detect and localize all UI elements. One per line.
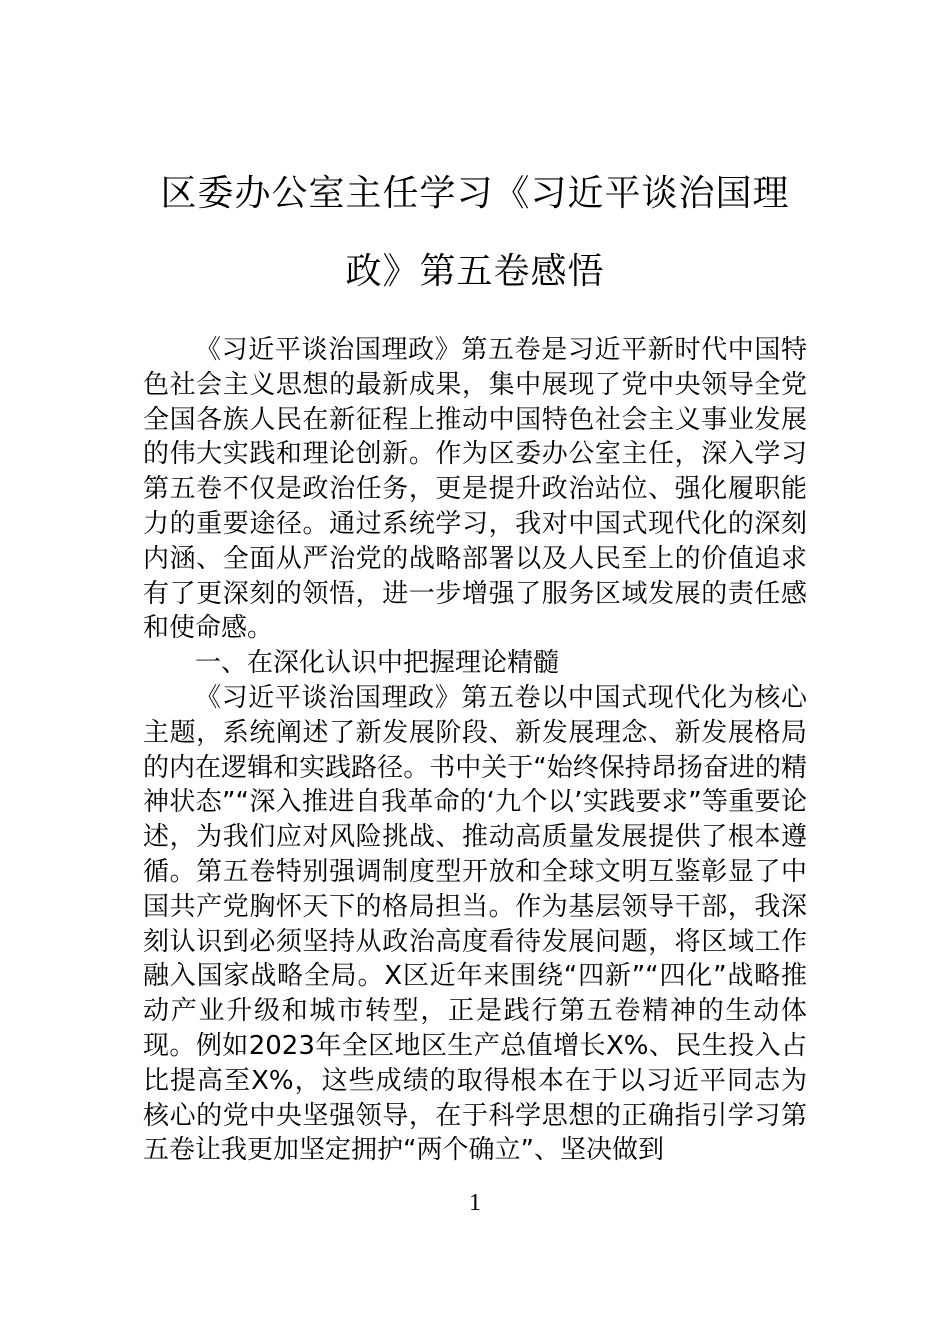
page-number: 1 [469,1190,481,1216]
section-paragraph: 《习近平谈治国理政》第五卷以中国式现代化为核心主题，系统阐述了新发展阶段、新发展理念、新发展格局的内在逻辑和实践路径。书中关于“始终保持昂扬奋进的精神状态”“深入推进自我革命的‘九个以’实践要求”等重要论述，为我们应对风险挑战、推动高质量发展提供了根本遵循。第五卷特别强调制度型开放和全球文明互鉴彰显了中国共产党胸怀天下的格局担当。作为基层领导干部，我深刻认识到必须坚持从政治高度看待发展问题，将区域工作融入国家战略全局。X区近年来围绕“四新”“四化”战略推动产业升级和城市转型，正是践行第五卷精神的生动体现。例如2023年全区地区生产总值增长X%、民生投入占比提高至X%，这些成绩的取得根本在于以习近平同志为核心的党中央坚强领导，在于科学思想的正确指引学习第五卷让我更加坚定拥护“两个确立”、坚决做到 [143,682,807,1166]
document-title: 区委办公室主任学习《习近平谈治国理政》第五卷感悟 [160,173,790,292]
document-body [143,333,807,1168]
intro-paragraph: 《习近平谈治国理政》第五卷是习近平新时代中国特色社会主义思想的最新成果，集中展现了党中央领导全党全国各族人民在新征程上推动中国特色社会主义事业发展的伟大实践和理论创新。作为区委办公室主任，深入学习第五卷不仅是政治任务，更是提升政治站位、强化履职能力的重要途径。通过系统学习，我对中国式现代化的深刻内涵、全面从严治党的战略部署以及人民至上的价值追求有了更深刻的领悟，进一步增强了服务区域发展的责任感和使命感。 [143,335,807,644]
section-heading: 一、在深化认识中把握理论精髓 [195,648,560,679]
